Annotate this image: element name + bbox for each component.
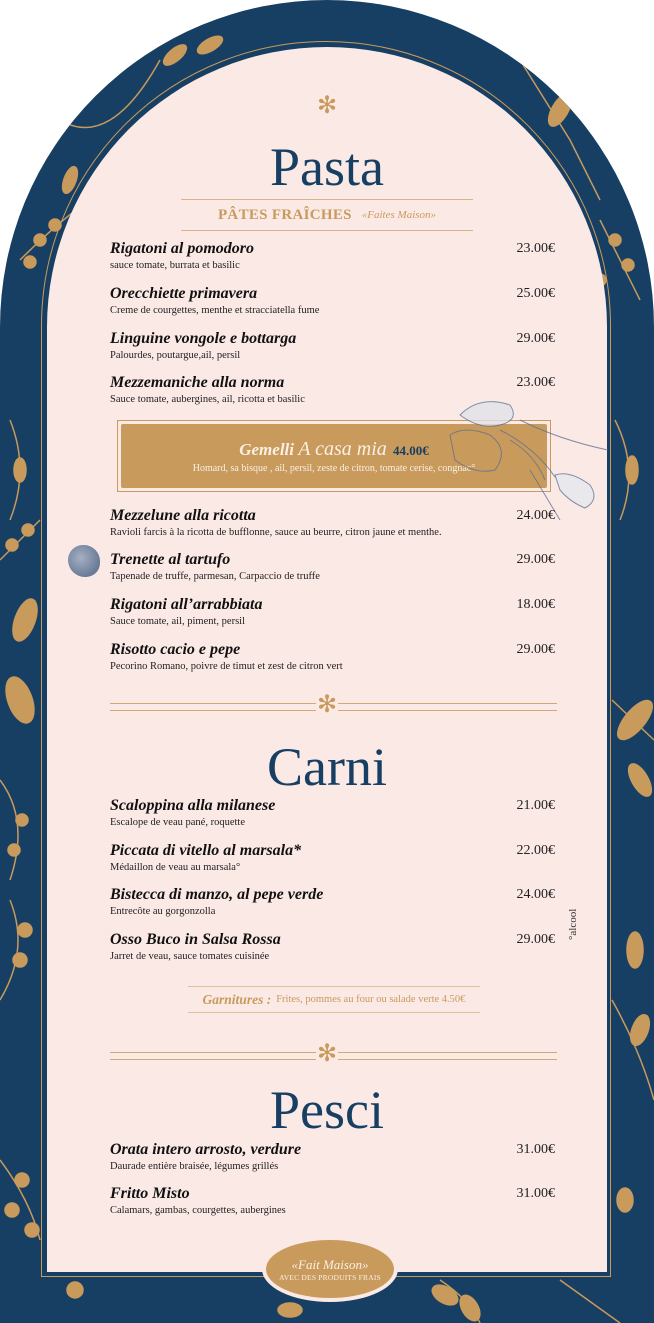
flower-ornament-icon: ✻ [316,93,338,119]
item-name: Scaloppina alla milanese [110,797,276,814]
item-description: sauce tomate, burrata et basilic [110,260,240,271]
special-dish-title [239,438,429,461]
item-description: Pecorino Romano, poivre de timut et zest de citron vert [110,661,343,672]
item-name: Piccata di vitello al marsala* [110,842,302,859]
badge-fresh-products-text: AVEC DES PRODUITS FRAIS [279,1272,381,1282]
item-name: Orecchiette primavera [110,285,258,302]
item-price: 18.00€ [516,597,555,612]
item-name: Rigatoni al pomodoro [110,240,255,257]
menu-item [110,285,555,317]
item-description: Escalope de veau pané, roquette [110,817,245,828]
item-description: Jarret de veau, sauce tomates cuisinée [110,951,270,962]
item-price: 23.00€ [516,375,555,390]
special-dish-name: Gemelli [239,440,294,459]
garnish-label: Garnitures : [202,991,272,1007]
subtitle-fresh-pasta: PÂTES FRAÎCHES [217,206,352,223]
menu-item [110,596,555,628]
item-price: 29.00€ [516,932,555,947]
garnish-note [188,986,480,1013]
menu-item [110,886,555,918]
special-dish-script: A casa mia [298,438,387,460]
item-name: Fritto Misto [110,1185,190,1202]
menu-item [110,842,555,874]
item-description: Creme de courgettes, menthe et stracciatella fume [110,305,320,316]
item-description: Sauce tomate, aubergines, ail, ricotta et basilic [110,394,305,405]
menu-item [110,1185,555,1217]
menu-item [110,1141,555,1173]
menu-item [110,240,555,272]
menu-item [110,507,555,539]
lobster-illustration-icon [440,390,610,520]
homemade-badge-inner [266,1240,394,1298]
item-price: 23.00€ [516,241,555,256]
item-price: 31.00€ [516,1186,555,1201]
item-name: Osso Buco in Salsa Rossa [110,931,281,948]
flower-ornament-icon: ✻ [316,692,338,718]
flower-ornament-icon: ✻ [316,1041,338,1067]
item-description: Tapenade de truffe, parmesan, Carpaccio de truffe [110,571,320,582]
pasta-subtitle [181,199,473,231]
section-title-carni: Carni [267,737,387,797]
item-description: Palourdes, poutargue,ail, persil [110,350,241,361]
item-price: 31.00€ [516,1142,555,1157]
item-description: Calamars, gambas, courgettes, aubergines [110,1205,286,1216]
item-name: Trenette al tartufo [110,551,231,568]
special-dish-price: 44.00€ [393,443,429,458]
item-price: 29.00€ [516,552,555,567]
item-price: 29.00€ [516,331,555,346]
item-name: Risotto cacio e pepe [110,641,241,658]
section-title-pesci: Pesci [270,1080,384,1140]
item-name: Orata intero arrosto, verdure [110,1141,302,1158]
alcohol-footnote: °alcool [567,908,579,940]
item-price: 22.00€ [516,843,555,858]
homemade-badge [262,1236,398,1302]
item-name: Mezzemaniche alla norma [110,374,285,391]
item-description: Médaillon de veau au marsala° [110,862,241,873]
item-name: Linguine vongole e bottarga [110,330,297,347]
menu-item [110,641,555,673]
menu-item [110,931,555,963]
item-description: Daurade entière braisée, légumes grillés [110,1161,279,1172]
item-description: Entrecôte au gorgonzolla [110,906,216,917]
item-name: Bistecca di manzo, al pepe verde [110,886,324,903]
menu-item [110,330,555,362]
item-price: 24.00€ [516,887,555,902]
item-name: Rigatoni all’arrabbiata [110,596,263,613]
badge-homemade-text: «Fait Maison» [291,1256,369,1272]
section-title-pasta: Pasta [270,137,384,197]
menu-item [110,551,555,583]
item-price: 21.00€ [516,798,555,813]
special-dish-description: Homard, sa bisque , ail, persil, zeste de citron, tomate cerise, congnac° [192,463,476,474]
garnish-text: Frites, pommes au four ou salade verte 4.50€ [276,994,466,1005]
item-price: 25.00€ [516,286,555,301]
item-price: 24.00€ [516,508,555,523]
menu-item [110,797,555,829]
truffle-illustration-icon [68,545,100,577]
item-name: Mezzelune alla ricotta [110,507,256,524]
item-price: 29.00€ [516,642,555,657]
item-description: Sauce tomate, ail, piment, persil [110,616,246,627]
item-description: Ravioli farcis à la ricotta de bufflonne, sauce au beurre, citron jaune et menthe. [110,527,442,538]
subtitle-homemade: «Faites Maison» [361,209,437,221]
